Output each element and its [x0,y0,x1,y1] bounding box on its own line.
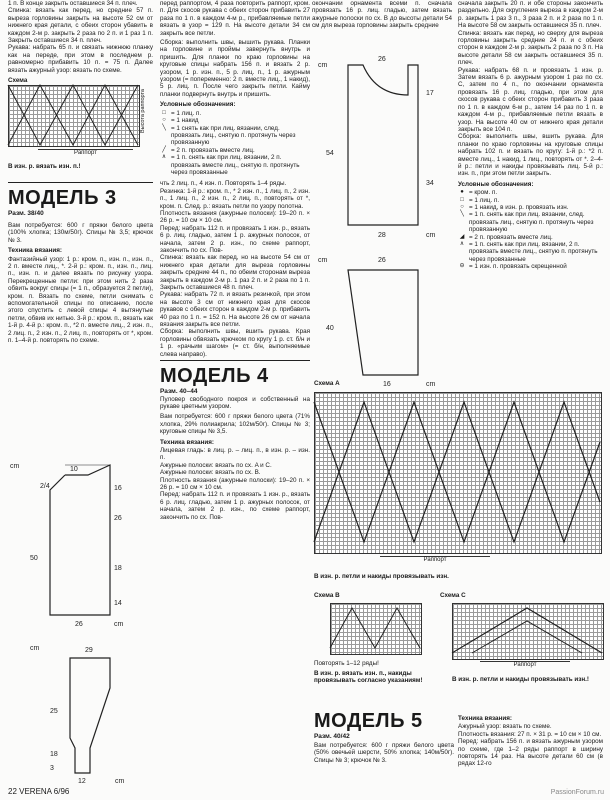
model-3-sleeve-diagram [30,638,150,785]
repeat-note: Повторять 1–12 ряды! [314,660,379,667]
dim-label: 26 [378,257,386,264]
unit-label: cm [10,463,20,470]
unit-label: cm [115,778,125,785]
rapport-label: Раппорт [480,661,570,668]
text-block: 1 п. В конце закрыть оставшиеся 34 п. плеч. [8,0,138,7]
dim-label: 14 [114,600,122,607]
legend-header: Условные обозначения: [160,101,236,109]
assembly-instructions: Сборка: выполнить швы, вышить рукава. Планки на горловине и проймы завернуть внутрь и пришить. Для планки по краю горловины на круговые спицы набрать 156 п. и вязать 2 р. узором, 1 р. изн. п., 5 р. лиц. п., 1 р. ажурным узором (= попеременно: 2 п. вместе лиц., 1 накид), 5 р. лиц. п. После чего закрыть петли. Кайму планки подвернуть внутрь и пришить. [160,39,310,98]
dim-label: 25 [50,708,58,715]
model-4-materials: Вам потребуется: 600 г пряжи белого цвета (71% хлопка, 29% полиакрила; 102м/50г). Спицы № 3; круговые спицы № 3,5. [160,413,310,436]
twisted-purl-icon: ⊖ [459,263,465,270]
schema-chart [8,85,153,180]
divider [160,360,310,361]
model-3-title: МОДЕЛЬ 3 [8,187,117,210]
edge-stitch-icon: ● [460,189,464,196]
skp-icon: ╲ [460,211,464,218]
dim-label: 40 [326,325,334,332]
model-4-title: МОДЕЛЬ 4 [160,365,269,388]
divider [8,182,153,183]
k2tog-icon: ╱ [162,146,166,153]
rapport-label: Раппорт [38,149,133,157]
back-instructions: Спинка: вязать как перед, но средние 57 п. выреза горловины закрыть на высоте 52 см от нижнего края детали, с обеих сторон убавить в каждом 2-м р. закрыть 2 раза по 2 п. и 1 раз 1 п. Закрыть оставшиеся 34 п. плеч. [8,7,153,45]
text-block: окончании орнамента всеми п. сначала провязать 16 р. лиц. гладью, затем вязать ажурные полоски по сх. B до высоты детали 54 см для выреза горловины закрыть средние [312,0,452,30]
legend-item: ∧ = 1 п. снять как при лиц. вязании, 2 п. провязать вместе лиц., снятую п. протянуть через провязанные [459,241,598,263]
model-5-size: Разм. 40/42 [314,733,350,740]
legend-item: ○ = 1 накид [160,117,310,124]
legend-item: ⊖ = 1 изн. п. провязать скрещенной [459,263,567,271]
unit-label: cm [426,232,436,239]
schema-label: Схема [8,77,28,85]
dim-label: 34 [426,180,434,187]
model-4-sleeve-diagram [318,250,448,390]
page-footer: 22 VERENA 6/96 [8,787,70,796]
dim-label: 28 [378,232,386,239]
text-block: перед раппортом, 4 раза повторить раппорт, кром. п. Для скосов рукава с обеих сторон прибавить 27 раза по 1 п. в каждом 4-м р., прибавляемые петли вязать в узор = 129 п. На высоте детали 34 см закрыть все петли. [160,0,310,37]
dim-label: 12 [78,778,86,785]
legend-item: ╲ = 1 п. снять как при лиц. вязании, след. провязать лиц., снятую п. протянуть через провязанную [458,211,603,233]
column-1 [8,0,153,368]
schema-b-label: Схема B [314,592,340,599]
yarn-over-icon: ○ [460,203,464,210]
back-instructions: Спинка: вязать как перед, но на высоте 54 см от нижнего края детали для выреза горловины закрыть средние 44 п., по обеим сторонам выреза закрыть в каждом 2-м р. 1 раз 2 п. и 2 раза по 1 п. Закрыть оставшиеся 48 п. плеч. [160,254,310,292]
rib-instructions: Резинка: 1-й р.: кром. п., * 2 изн. п., 1 лиц. п., 2 изн. п., 1 лиц. п., 2 изн. п., 2 лиц. п., повторять от *, кром. п. След. р.: вязать петли по узору полотна. [160,187,310,210]
legend-item: ◢ = 2 п. провязать вместе лиц. [459,233,553,241]
model-5-title: МОДЕЛЬ 5 [314,710,423,732]
schema-note: В изн. р. вязать изн. п.! [8,163,81,171]
model-3-technique: Фантазийный узор: 1 р.: кром. п., изн. п., изн. п., 2 п. вместе лиц., *. 2-й р.: кром. п., изн. п., лиц. п., изн. п. и далее вязать по рисунку узора. Перекрещенные петли: при этом нить 2 раза обвить вокруг спицы (= 1 п., образуется 2 петли), кром. п. Вязать по схеме, петли снимать с вспомогательной спицы по описанию, после этого спустить с левой спицы 4 вытянутые петли, обвив их нитью. 3-й р.: кром. п., вязать как 1-й р. 4-й р.: кром. п., *2 п. вместе лиц., 2 изн. п., 2 лиц. п., 2 изн. п., 2 лиц. п., повторять от *, кром. п. 1–4-й р. повторять по схеме. [8,255,153,344]
front-instructions: Перед: набрать 112 п. и провязать 1 изн. р., вязать 6 р. лиц. гладью, затем 1 р. ажурных полосок, от начала, затем 2 р. изн., по схеме раппорт, закончить по сх. Пов- [160,224,310,254]
lace-stripes-a: Ажурные полоски: вязать по сх. A и C. [160,461,272,469]
skp-icon: ╲ [162,124,166,131]
schema-b-note: В изн. р. вязать изн. п., накиды провязывать согласно указаниям! [314,670,423,685]
model-3-front-diagram [10,460,160,630]
model-4-intro: Пуловер свободного покроя и собственный на рукаве цветным узором. [160,395,310,410]
text-block: сначала закрыть 20 п. и обе стороны закончить раздельно. Для скругления выреза в каждом 2-м р. закрыть 1 раз 3 п., 3 раза 2 п. и 2 раза по 1 п. На высоте 58 см закрыть оставшиеся 35 п. плеч. [458,0,603,30]
unit-label: cm [30,645,40,652]
unit-label: cm [426,381,436,388]
text-block: чть 2 лиц. п., 4 изн. п. Повторять 1–4 ряды. [160,180,287,188]
assembly-instructions: Сборка: выполнить швы, вшить рукава. Для планки по краю горловины на круговые спицы набрать 102 п. и вязать по кругу: 1-й р.: *2 п. вместе лиц., 1 накид, 1 лиц., повторять от *. 2–4-й р.: петли и накиды провязывать лиц. 5-й р.: изн. п., при этом петли закрыть. [458,133,603,178]
dim-label: 26 [75,621,83,628]
dim-label: 16 [114,485,122,492]
assembly-instructions: Сборка: выполнить швы, вшить рукава. Края горловины обвязать крючком по кругу 1 р. ст. б/н и 1 р. «рачьим шагом» (= ст. б/н, выполняемые слева направо). [160,328,310,358]
technique-header: Техника вязания: [458,715,512,722]
column-2 [160,0,310,521]
model-5-technique [458,712,603,774]
gauge: Плотность вязания (ажурные полоски): 19–20 п. × 26 р. = 10 см × 10 см. [160,209,310,225]
sleeve-instructions: Рукава: набрать 72 п. и вязать резинкой, при этом на высоте 3 см от нижнего края для скосов рукавов с обеих сторон в каждом 2-м р. прибавить 40 раз по 1 п. = 152 п. На высоте 26 см от начала вязания закрыть все петли. [160,291,310,329]
dim-label: 18 [50,751,58,758]
knit-stitch-icon: □ [162,109,166,116]
unit-label: cm [318,257,328,264]
dim-label: 26 [114,515,122,522]
technique-header: Техника вязания: [160,438,214,446]
rapport-height-label: Высота раппорта [140,89,146,134]
dim-label: 29 [85,647,93,654]
sleeve-instructions: Рукава: набрать 68 п. и провязать 1 изн. р. Затем вязать 6 р. ажурным узором 1 раз по сх. C, затем по 4 п., по окончании орнамента провязать 16 р. лиц. гладью, при этом для скосов рукава с обеих сторон прибавить 3 раза по 1 п. в каждом 6-м р., затем 14 раз по 1 п. в каждом 4-м р., прибавляемые петли вязать в узор. На высоте 40 см от нижнего края детали закрыть все 104 п. [458,66,603,133]
dim-label: 18 [114,565,122,572]
schema-a-note: В изн. р. петли и накиды провязывать изн. [314,573,449,580]
dim-label: 16 [383,381,391,388]
model-5-materials: Вам потребуется: 600 г пряжи белого цвета (50% овечьей шерсти, 50% хлопка; 140м/50г). Спицы № 3; крючок № 3. [314,742,454,764]
knit-stitch-icon: □ [460,196,464,203]
stockinette: Лицевая гладь: в лиц. р. – лиц. п., в изн. р. – изн. п. [160,446,310,462]
schema-c-pattern [452,603,602,658]
column-4 [458,0,603,380]
lace-pattern: Ажурный узор: вязать по схеме. [458,723,552,731]
unit-label: cm [318,62,328,69]
column-3-text [312,0,452,50]
gauge: Плотность вязания (ажурные полоски): 19–20 п. × 26 р. = 10 см × 10 см. [160,476,310,491]
chart-pattern [8,85,138,145]
model-4-size: Разм. 40–44 [160,388,198,396]
rapport-label: Раппорт [380,556,490,563]
dim-label: 17 [426,90,434,97]
model-3-size: Разм. 38/40 [8,210,44,218]
model-4-front-diagram [318,55,448,245]
lace-stripes-b: Ажурные полоски: вязать по сх. B. [160,469,261,477]
dim-label: 3 [50,765,54,772]
sleeve-instructions: Рукава: набрать 65 п. и связать нижнюю планку как на переде, при этом в последнем р. равномерно прибавить 10 п. = 75 п. Далее вязать ажурный узор: вязать по схеме. [8,44,153,74]
unit-label: cm [114,621,124,628]
back-instructions: Спинка: вязать как перед, но сверху для выреза горловины закрыть средние 24 п. и с обеих сторон в каждом 2-м р. закрыть 2 раза по 3 п. На высоте детали 58 см закрыть оставшиеся 35 п. плеч. [458,29,603,67]
model-3-materials: Вам потребуется: 600 г пряжи белого цвета (100% хлопка; 130м/50г). Спицы № 3,5; крючок № 3. [8,221,153,244]
legend-item: ╲ = 1 снять как при лиц. вязании, след. провязать лиц., снятую п. протянуть через провязанную [160,125,310,147]
legend-item: ∧ = 1 п. снять как при лиц. вязании, 2 п. провязать вместе лиц., снятую п. протянуть через провязанные [161,154,300,176]
legend-item: □ = 1 лиц. п. [160,110,310,117]
legend-header: Условные обозначения: [458,180,534,188]
dim-label: 26 [378,56,386,63]
sk2p-icon: ∧ [459,241,465,247]
legend-item: ╱ = 2 п. провязать вместе лиц. [160,147,310,154]
schema-a-pattern [314,392,600,552]
legend-item: ● = кром. п. [458,189,603,196]
sk2p-icon: ∧ [161,154,167,161]
technique-header: Техника вязания: [8,247,62,255]
dim-label: 10 [70,466,78,473]
schema-c-note: В изн. р. петли и накиды провязывать изн.! [452,676,589,683]
front-instructions: Перед: набрать 156 п. и вязать ажурным узором по схеме, где 1–2 ряды раппорт в ширину повторять 14 раз. На высоте детали 60 см (в рядах 12-го [458,738,603,768]
schema-c-label: Схема C [440,592,466,599]
k2tog-icon: ◢ [459,233,465,240]
gauge: Плотность вязания: 27 п. × 31 р. = 10 см × 10 см. [458,730,602,738]
schema-a-label: Схема A [314,380,340,387]
dim-label: 2/4 [40,483,50,490]
dim-label: 50 [30,555,38,562]
watermark: PassionForum.ru [550,789,604,796]
legend-item: □ = 1 лиц. п. [458,197,603,204]
dim-label: 54 [326,150,334,157]
yarn-over-icon: ○ [162,117,166,124]
model-5-block [314,706,454,764]
front-instructions: Перед: набрать 112 п. и провязать 1 изн. р., вязать 6 р. лиц. гладью, затем 1 р. ажурных полосок, от начала, затем 2 р. изн., по схеме раппорт, закончить по сх. Пов- [160,491,310,521]
legend-item: ○ = 1 накид, в изн. р. провязать изн. [458,204,603,211]
schema-b-pattern [330,603,420,653]
